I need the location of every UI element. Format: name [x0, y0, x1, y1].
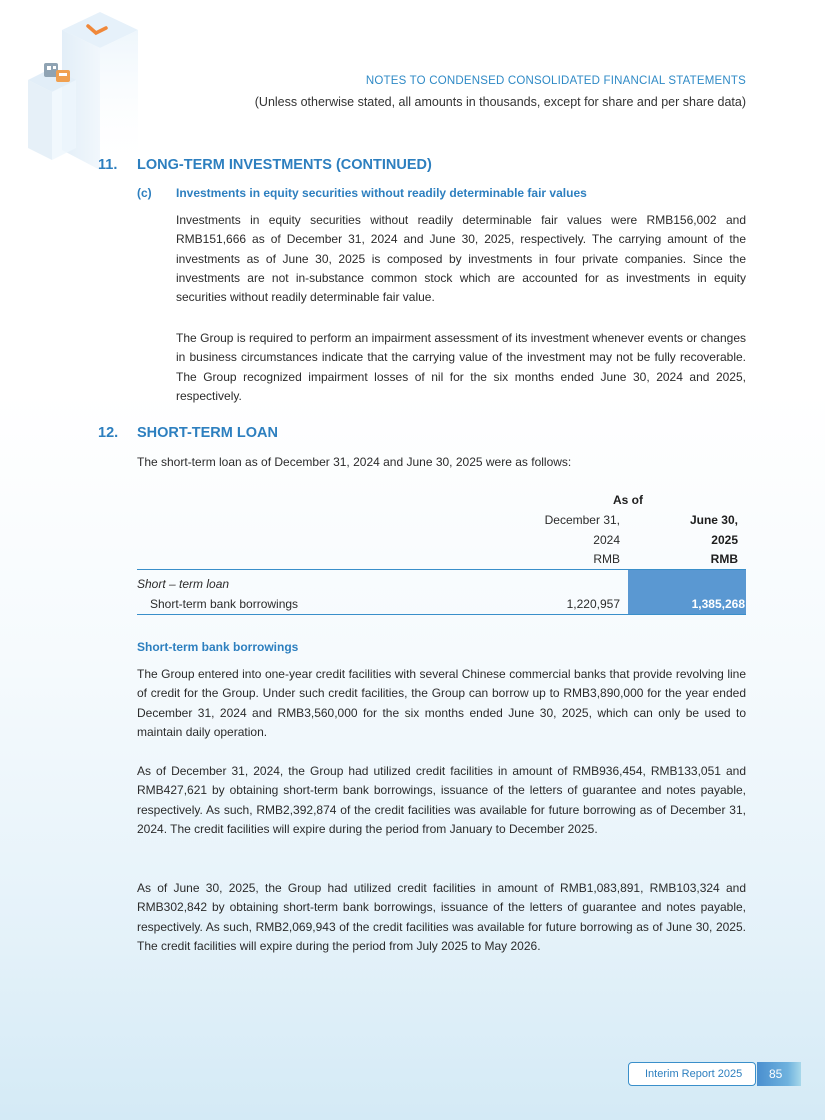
investments-paragraph: Investments in equity securities without readily determinable fair values were RMB156,002 and RMB151,666 as of December 31, 2024 and June 30, 2025, respectively. The carrying amount of the investments as of June 30, 2025 is composed by investments in four private companies. Since the investments are not in-substance common stock which are accounted for as investments in equity securities without readily determinable fair value.	[176, 213, 746, 305]
col2-header-line1: June 30,	[689, 513, 738, 527]
col1-header-line2: 2024	[593, 533, 620, 547]
table-bottom-rule	[137, 614, 746, 615]
row-value-2025: 1,385,268	[691, 597, 745, 611]
credit-facilities-paragraph: The Group entered into one-year credit facilities with several Chinese commercial banks that provide revolving line of credit for the Group. Under such credit facilities, the Group can borrow up to RMB3,890,000 for the year ended December 31, 2024 and RMB3,560,000 for the six months ended June 30, 2025, which can only be used to maintain daily operation.	[137, 667, 746, 739]
jun-2025-paragraph: As of June 30, 2025, the Group had utilized credit facilities in amount of RMB1,083,891, RMB103,324 and RMB302,842 by obtaining short-term bank borrowings, issuance of the letters of guarantee and notes payable, respectively. As such, RMB2,069,943 of the credit facilities was available for future borrowing as of June 30, 2025. The credit facilities will expire during the period from July 2025 to May 2026.	[137, 881, 746, 953]
footer-report-label: Interim Report 2025	[645, 1068, 743, 1080]
impairment-paragraph: The Group is required to perform an impairment assessment of its investment whenever events or changes in business circumstances indicate that the carrying value of the investment may not be fully recoverable. The Group recognized impairment losses of nil for the six months ended June 30, 2024 and 2025, respectively.	[176, 331, 746, 403]
dec-2024-paragraph: As of December 31, 2024, the Group had utilized credit facilities in amount of RMB936,454, RMB133,051 and RMB427,621 by obtaining short-term bank borrowings, issuance of the letters of guarantee and notes payable, respectively. As such, RMB2,392,874 of the credit facilities was available for future borrowing as of December 31, 2024. The credit facilities will expire during the period from January to December 2025.	[137, 764, 746, 836]
section-number: 12.	[98, 425, 119, 441]
section-title: SHORT-TERM LOAN	[137, 425, 278, 441]
header-subtitle: (Unless otherwise stated, all amounts in thousands, except for share and per share data)	[254, 95, 746, 109]
col2-header-line2: 2025	[711, 533, 738, 547]
decorative-blocks-graphic	[0, 0, 160, 180]
subsection-label: (c)	[137, 186, 152, 200]
section-number: 11.	[98, 157, 118, 173]
page-number: 85	[757, 1062, 801, 1086]
row-label: Short-term bank borrowings	[150, 597, 299, 611]
table-intro: The short-term loan as of December 31, 2024 and June 30, 2025 were as follows:	[137, 455, 572, 469]
col1-header-line1: December 31,	[544, 513, 620, 527]
as-of-header: As of	[613, 493, 643, 507]
section-12-heading	[98, 425, 278, 441]
subsection-title: Investments in equity securities without readily determinable fair values	[176, 186, 587, 200]
section-title: LONG-TERM INVESTMENTS (CONTINUED)	[137, 157, 432, 173]
subsection-c-heading	[137, 186, 587, 200]
col1-header-line3: RMB	[593, 552, 620, 566]
table-top-rule	[137, 569, 746, 570]
row-value-2024: 1,220,957	[566, 597, 620, 611]
group-label: Short – term loan	[137, 577, 230, 591]
bank-borrowings-subheading: Short-term bank borrowings	[137, 640, 299, 654]
header-title: NOTES TO CONDENSED CONSOLIDATED FINANCIAL STATEMENTS	[365, 75, 746, 87]
col2-header-line3: RMB	[710, 552, 738, 566]
section-11-heading	[98, 157, 432, 173]
